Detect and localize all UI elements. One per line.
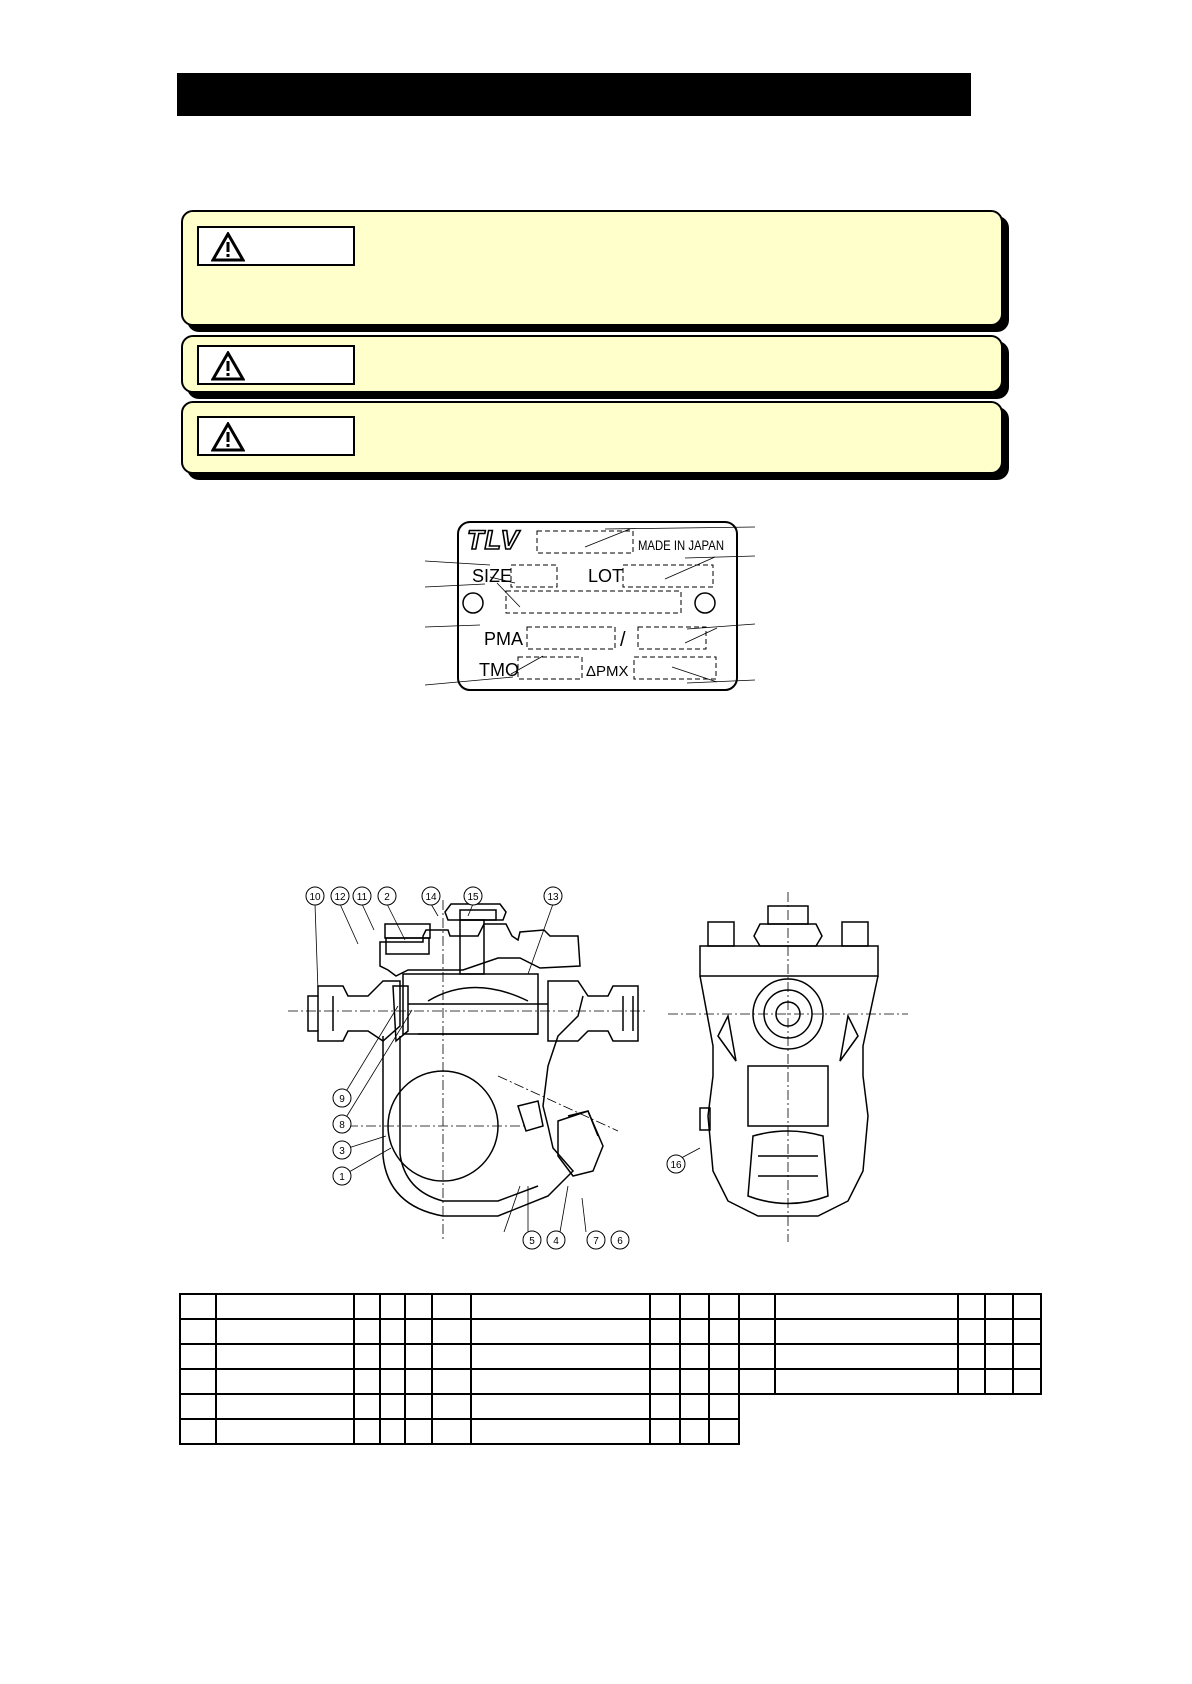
dpmx-label: ΔPMX: [586, 663, 629, 680]
table-row: [180, 1419, 739, 1444]
svg-text:5: 5: [529, 1236, 535, 1247]
svg-text:12: 12: [334, 892, 346, 903]
parts-table-right: [738, 1293, 1042, 1395]
callout-6: [611, 1231, 629, 1249]
pma-label: PMA: [484, 629, 524, 649]
tmo-label: TMO: [479, 660, 519, 680]
nameplate-leaders: [425, 520, 765, 695]
table-row: [180, 1394, 739, 1419]
callout-9: [333, 1089, 351, 1107]
svg-text:14: 14: [425, 892, 437, 903]
pma-slash: /: [620, 629, 626, 651]
warning-label: [197, 345, 355, 385]
brand-logo: TLV: [467, 525, 520, 555]
callout-11: [353, 887, 371, 905]
callout-5: [523, 1231, 541, 1249]
svg-text:10: 10: [309, 892, 321, 903]
warning-box-3: [181, 401, 1003, 474]
svg-text:9: 9: [339, 1094, 345, 1105]
warning-box-1: [181, 210, 1003, 326]
svg-text:3: 3: [339, 1146, 345, 1157]
callout-4: [547, 1231, 565, 1249]
warning-triangle-icon: [211, 422, 245, 452]
svg-text:6: 6: [617, 1236, 623, 1247]
callout-8: [333, 1115, 351, 1133]
callout-15: [464, 887, 482, 905]
table-row: [180, 1319, 739, 1344]
warning-label: [197, 226, 355, 266]
callout-2: [378, 887, 396, 905]
lot-label: LOT: [588, 566, 624, 586]
table-row: [739, 1294, 1041, 1319]
table-row: [180, 1294, 739, 1319]
svg-text:16: 16: [670, 1160, 682, 1171]
table-row: [180, 1344, 739, 1369]
warning-label: [197, 416, 355, 456]
parts-table-left: [179, 1293, 740, 1445]
svg-text:15: 15: [467, 892, 479, 903]
svg-text:2: 2: [384, 892, 390, 903]
warning-triangle-icon: [211, 351, 245, 381]
title-bar: [177, 73, 971, 116]
callout-1: [333, 1167, 351, 1185]
svg-text:4: 4: [553, 1236, 559, 1247]
svg-text:8: 8: [339, 1120, 345, 1131]
warning-triangle-icon: [211, 232, 245, 262]
svg-text:13: 13: [547, 892, 559, 903]
trap-cross-section-drawing: [288, 886, 944, 1250]
table-row: [739, 1369, 1041, 1394]
warning-box-2: [181, 335, 1003, 393]
svg-text:11: 11: [356, 892, 368, 903]
callout-16: [667, 1155, 685, 1173]
callout-12: [331, 887, 349, 905]
table-row: [739, 1344, 1041, 1369]
svg-text:7: 7: [593, 1236, 599, 1247]
size-label: SIZE: [472, 566, 513, 586]
table-row: [739, 1319, 1041, 1344]
table-row: [180, 1369, 739, 1394]
callout-10: [306, 887, 324, 905]
callout-7: [587, 1231, 605, 1249]
made-in-label: MADE IN JAPAN: [638, 537, 724, 553]
svg-text:1: 1: [339, 1172, 345, 1183]
callout-14: [422, 887, 440, 905]
callout-13: [544, 887, 562, 905]
callout-3: [333, 1141, 351, 1159]
